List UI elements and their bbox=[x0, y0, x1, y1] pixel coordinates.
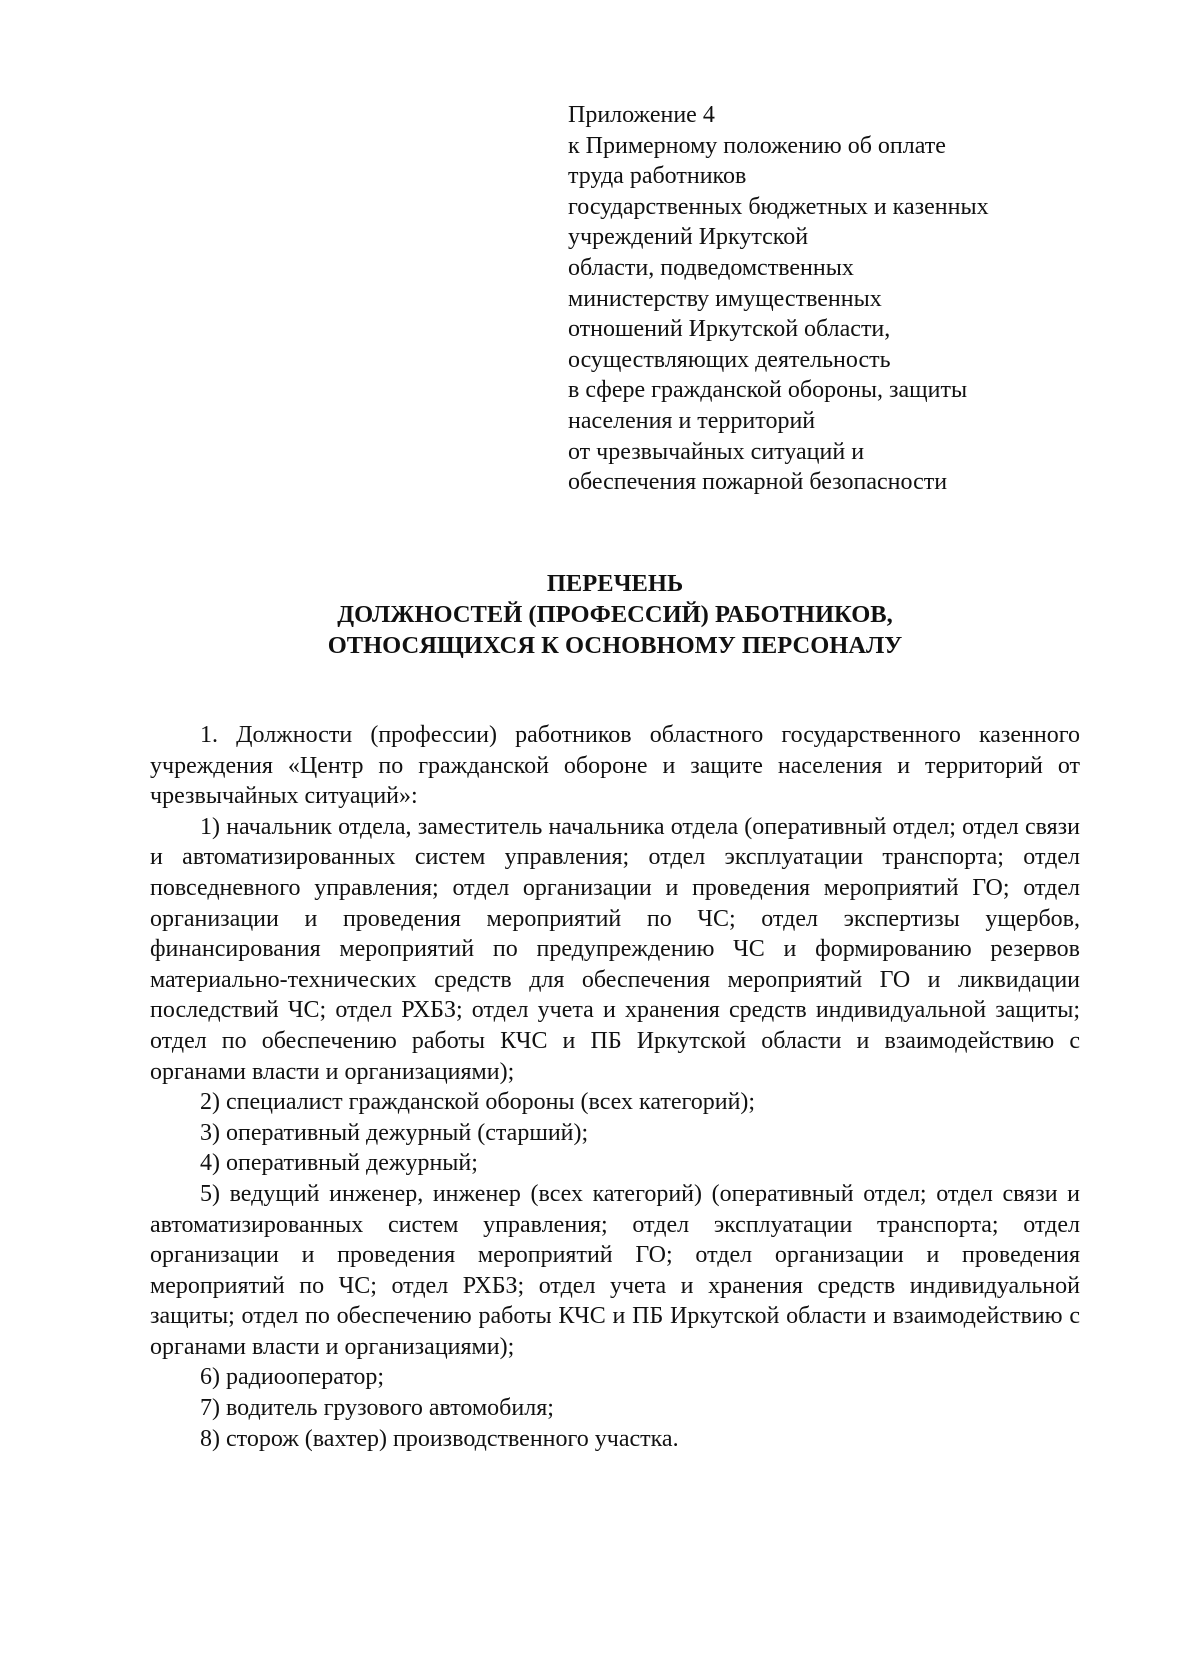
document-body bbox=[150, 720, 1080, 1454]
list-item: 8) сторож (вахтер) производственного участка. bbox=[200, 1425, 679, 1452]
appendix-line: от чрезвычайных ситуаций и bbox=[568, 438, 865, 465]
list-item: 6) радиооператор; bbox=[200, 1364, 385, 1391]
appendix-line: Приложение 4 bbox=[568, 102, 715, 128]
positions-list bbox=[150, 812, 1080, 1454]
list-item: 2) специалист гражданской обороны (всех категорий); bbox=[200, 1089, 756, 1116]
appendix-line: отношений Иркутской области, bbox=[568, 316, 891, 343]
appendix-header bbox=[568, 100, 1128, 498]
title-line: ПЕРЕЧЕНЬ bbox=[546, 570, 684, 597]
list-item: 1) начальник отдела, заместитель начальника отдела (оперативный отдел; отдел связи и автоматизированных систем управления; отдел эксплуатации транспорта; отдел повседневного управления; отдел организации и проведения мероприятий ГО; отдел организации и проведения мероприятий по ЧС; отдел экспертизы ущербов, финансирования мероприятий по предупреждению ЧС и формированию резервов материально-технических средств для обеспечения мероприятий ГО и ликвидации последствий ЧС; отдел РХБЗ; отдел учета и хранения средств индивидуальной защиты; отдел по обеспечению работы КЧС и ПБ Иркутской области и взаимодействию с органами власти и организациями); bbox=[150, 813, 1080, 1085]
appendix-line: министерству имущественных bbox=[568, 285, 882, 312]
title-line: ОТНОСЯЩИХСЯ К ОСНОВНОМУ ПЕРСОНАЛУ bbox=[327, 632, 903, 659]
appendix-line: населения и территорий bbox=[568, 407, 816, 434]
appendix-line: труда работников bbox=[568, 163, 747, 190]
document-title bbox=[150, 568, 1080, 661]
list-item: 3) оперативный дежурный (старший); bbox=[200, 1119, 589, 1146]
appendix-line: к Примерному положению об оплате bbox=[568, 132, 946, 159]
list-item: 5) ведущий инженер, инженер (всех категорий) (оперативный отдел; отдел связи и автоматизированных систем управления; отдел эксплуатации транспорта; отдел организации и проведения мероприятий ГО; отдел организации и проведения мероприятий по ЧС; отдел РХБЗ; отдел учета и хранения средств индивидуальной защиты; отдел по обеспечению работы КЧС и ПБ Иркутской области и взаимодействию с органами власти и организациями); bbox=[150, 1180, 1080, 1360]
title-line: ДОЛЖНОСТЕЙ (ПРОФЕССИЙ) РАБОТНИКОВ, bbox=[337, 601, 893, 628]
appendix-line: государственных бюджетных и казенных bbox=[568, 193, 989, 220]
appendix-line: осуществляющих деятельность bbox=[568, 346, 891, 373]
appendix-line: области, подведомственных bbox=[568, 254, 854, 281]
appendix-line: обеспечения пожарной безопасности bbox=[568, 469, 948, 496]
list-item: 4) оперативный дежурный; bbox=[200, 1150, 478, 1177]
appendix-line: учреждений Иркутской bbox=[568, 224, 809, 251]
appendix-line: в сфере гражданской обороны, защиты bbox=[568, 377, 968, 404]
intro-paragraph: 1. Должности (профессии) работников областного государственного казенного учреждения «Центр по гражданской обороне и защите населения и территорий от чрезвычайных ситуаций»: bbox=[150, 722, 1080, 810]
list-item: 7) водитель грузового автомобиля; bbox=[200, 1395, 554, 1422]
